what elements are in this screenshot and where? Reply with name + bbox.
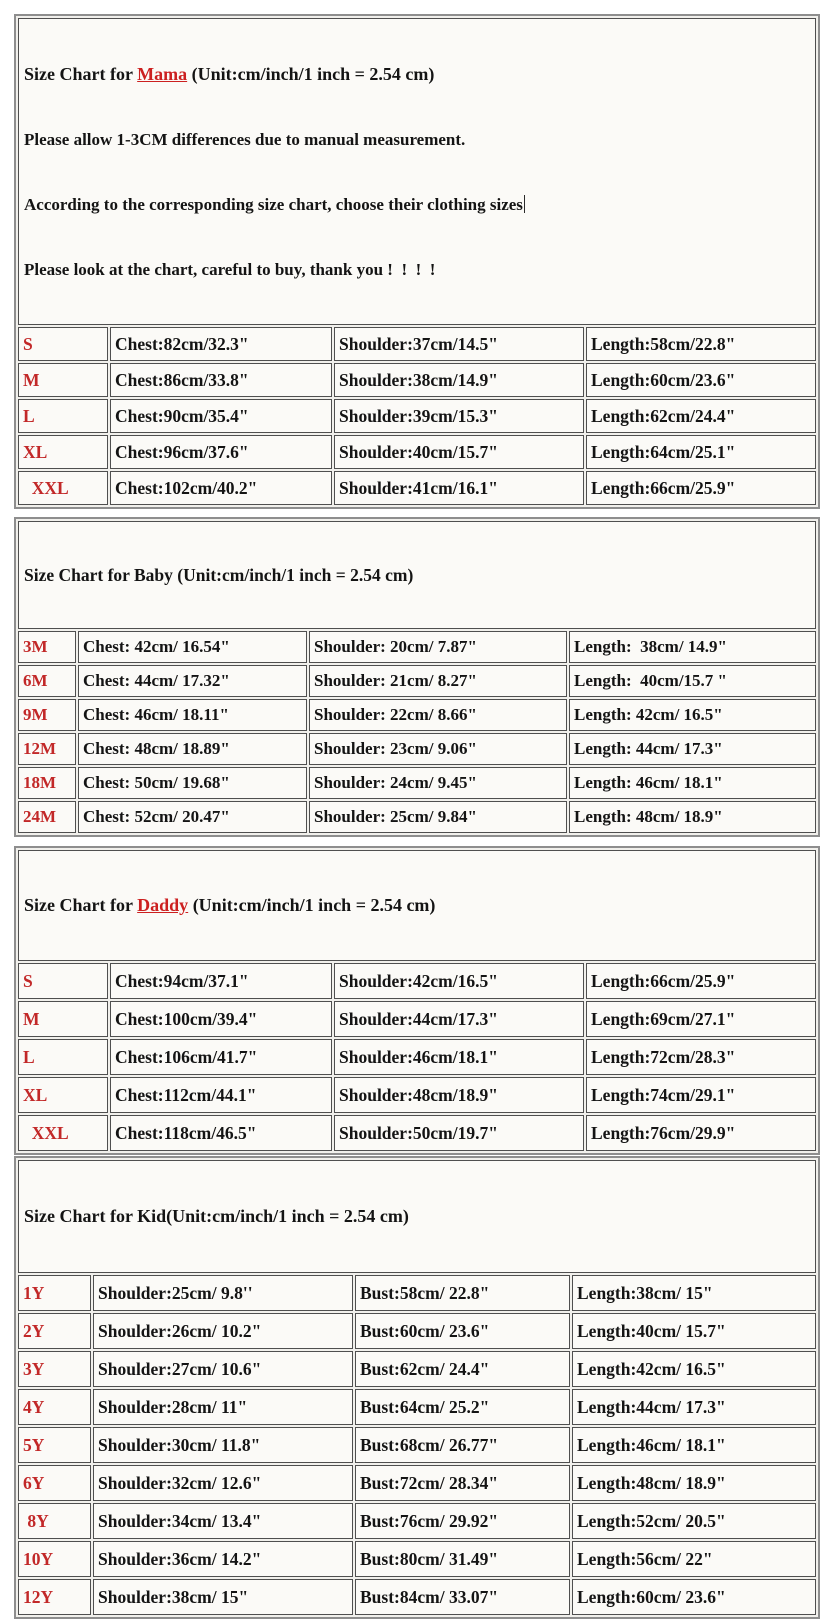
chest-cell: Chest: 52cm/ 20.47" xyxy=(78,801,307,833)
length-cell: Length:44cm/ 17.3" xyxy=(572,1389,816,1425)
shoulder-cell: Shoulder:27cm/ 10.6" xyxy=(93,1351,353,1387)
chest-cell: Chest:106cm/41.7" xyxy=(110,1039,332,1075)
chest-cell: Chest:86cm/33.8" xyxy=(110,363,332,397)
size-cell: S xyxy=(18,327,108,361)
length-cell: Length:40cm/ 15.7" xyxy=(572,1313,816,1349)
shoulder-cell: Shoulder:37cm/14.5" xyxy=(334,327,584,361)
size-chart-kid xyxy=(14,1156,820,1619)
length-cell: Length:62cm/24.4" xyxy=(586,399,816,433)
chest-cell: Chest: 50cm/ 19.68" xyxy=(78,767,307,799)
size-cell: 12M xyxy=(18,733,76,765)
table-row xyxy=(18,435,816,469)
table-row xyxy=(18,699,816,731)
size-cell: M xyxy=(18,363,108,397)
table-row xyxy=(18,733,816,765)
title-text: (Unit:cm/inch/1 inch = 2.54 cm) xyxy=(188,895,436,915)
table-row xyxy=(18,1427,816,1463)
size-cell: 8Y xyxy=(18,1503,91,1539)
shoulder-cell: Shoulder:25cm/ 9.8'' xyxy=(93,1275,353,1311)
size-cell: 2Y xyxy=(18,1313,91,1349)
note-line: Please look at the chart, careful to buy, thank you ! ! ! ! xyxy=(24,260,436,279)
size-cell: 9M xyxy=(18,699,76,731)
bust-cell: Bust:62cm/ 24.4" xyxy=(355,1351,570,1387)
title-text: Size Chart for Kid(Unit:cm/inch/1 inch = 2.54 cm) xyxy=(24,1206,409,1226)
title-text: Size Chart for xyxy=(24,895,138,915)
shoulder-cell: Shoulder: 25cm/ 9.84" xyxy=(309,801,567,833)
length-cell: Length:74cm/29.1" xyxy=(586,1077,816,1113)
table-row xyxy=(18,1275,816,1311)
size-cell: 24M xyxy=(18,801,76,833)
size-chart-baby xyxy=(14,517,820,837)
size-cell: L xyxy=(18,1039,108,1075)
length-cell: Length:60cm/ 23.6" xyxy=(572,1579,816,1615)
length-cell: Length: 44cm/ 17.3" xyxy=(569,733,816,765)
table-row xyxy=(18,1541,816,1577)
length-cell: Length: 46cm/ 18.1" xyxy=(569,767,816,799)
shoulder-cell: Shoulder:50cm/19.7" xyxy=(334,1115,584,1151)
chest-cell: Chest:102cm/40.2" xyxy=(110,471,332,505)
section-title-cell xyxy=(18,18,816,325)
table-row xyxy=(18,327,816,361)
size-chart-daddy xyxy=(14,846,820,1155)
bust-cell: Bust:72cm/ 28.34" xyxy=(355,1465,570,1501)
size-cell: L xyxy=(18,399,108,433)
shoulder-cell: Shoulder:39cm/15.3" xyxy=(334,399,584,433)
size-cell: 1Y xyxy=(18,1275,91,1311)
chest-cell: Chest:90cm/35.4" xyxy=(110,399,332,433)
table-row xyxy=(18,1001,816,1037)
chest-cell: Chest:118cm/46.5" xyxy=(110,1115,332,1151)
shoulder-cell: Shoulder:34cm/ 13.4" xyxy=(93,1503,353,1539)
length-cell: Length:76cm/29.9" xyxy=(586,1115,816,1151)
table-row xyxy=(18,1039,816,1075)
bust-cell: Bust:64cm/ 25.2" xyxy=(355,1389,570,1425)
shoulder-cell: Shoulder:38cm/14.9" xyxy=(334,363,584,397)
length-cell: Length:56cm/ 22" xyxy=(572,1541,816,1577)
table-row xyxy=(18,1465,816,1501)
table-row xyxy=(18,1389,816,1425)
daddy-link-text: Daddy xyxy=(137,895,189,915)
table-row xyxy=(18,665,816,697)
size-cell: 18M xyxy=(18,767,76,799)
shoulder-cell: Shoulder: 20cm/ 7.87" xyxy=(309,631,567,663)
size-cell: 4Y xyxy=(18,1389,91,1425)
note-line xyxy=(24,190,810,219)
chest-cell: Chest:94cm/37.1" xyxy=(110,963,332,999)
title-text: (Unit:cm/inch/1 inch = 2.54 cm) xyxy=(187,64,435,84)
length-cell: Length:66cm/25.9" xyxy=(586,963,816,999)
size-cell: XL xyxy=(18,435,108,469)
length-cell: Length: 48cm/ 18.9" xyxy=(569,801,816,833)
table-row xyxy=(18,801,816,833)
length-cell: Length:38cm/ 15" xyxy=(572,1275,816,1311)
chest-cell: Chest: 42cm/ 16.54" xyxy=(78,631,307,663)
section-header-row xyxy=(18,1160,816,1273)
size-cell: 3Y xyxy=(18,1351,91,1387)
shoulder-cell: Shoulder:44cm/17.3" xyxy=(334,1001,584,1037)
shoulder-cell: Shoulder:40cm/15.7" xyxy=(334,435,584,469)
title-text: Size Chart for Baby (Unit:cm/inch/1 inch = 2.54 cm) xyxy=(24,565,414,585)
table-row xyxy=(18,963,816,999)
shoulder-cell: Shoulder:30cm/ 11.8" xyxy=(93,1427,353,1463)
bust-cell: Bust:84cm/ 33.07" xyxy=(355,1579,570,1615)
size-cell: S xyxy=(18,963,108,999)
bust-cell: Bust:80cm/ 31.49" xyxy=(355,1541,570,1577)
section-header-row xyxy=(18,18,816,325)
length-cell: Length:58cm/22.8" xyxy=(586,327,816,361)
table-row xyxy=(18,767,816,799)
note-line: Please allow 1-3CM differences due to manual measurement. xyxy=(24,130,466,149)
table-row xyxy=(18,1313,816,1349)
bust-cell: Bust:76cm/ 29.92" xyxy=(355,1503,570,1539)
size-cell: XXL xyxy=(18,471,108,505)
shoulder-cell: Shoulder:41cm/16.1" xyxy=(334,471,584,505)
shoulder-cell: Shoulder:36cm/ 14.2" xyxy=(93,1541,353,1577)
length-cell: Length:46cm/ 18.1" xyxy=(572,1427,816,1463)
section-title xyxy=(24,1201,810,1232)
section-title-cell xyxy=(18,850,816,961)
text-cursor xyxy=(524,195,525,213)
size-cell: 6Y xyxy=(18,1465,91,1501)
note-text: According to the corresponding size chart, choose their clothing sizes xyxy=(24,195,523,214)
table-row xyxy=(18,1351,816,1387)
size-cell: XXL xyxy=(18,1115,108,1151)
bust-cell: Bust:58cm/ 22.8" xyxy=(355,1275,570,1311)
chest-cell: Chest:100cm/39.4" xyxy=(110,1001,332,1037)
size-cell: 6M xyxy=(18,665,76,697)
shoulder-cell: Shoulder: 24cm/ 9.45" xyxy=(309,767,567,799)
chest-cell: Chest: 48cm/ 18.89" xyxy=(78,733,307,765)
table-row xyxy=(18,1579,816,1615)
chest-cell: Chest:96cm/37.6" xyxy=(110,435,332,469)
section-title-cell xyxy=(18,521,816,629)
section-title-cell xyxy=(18,1160,816,1273)
length-cell: Length: 40cm/15.7 " xyxy=(569,665,816,697)
title-text: Size Chart for xyxy=(24,64,138,84)
length-cell: Length:60cm/23.6" xyxy=(586,363,816,397)
length-cell: Length: 42cm/ 16.5" xyxy=(569,699,816,731)
chest-cell: Chest:82cm/32.3" xyxy=(110,327,332,361)
shoulder-cell: Shoulder:38cm/ 15" xyxy=(93,1579,353,1615)
section-header-row xyxy=(18,521,816,629)
bust-cell: Bust:68cm/ 26.77" xyxy=(355,1427,570,1463)
length-cell: Length:69cm/27.1" xyxy=(586,1001,816,1037)
table-row xyxy=(18,363,816,397)
length-cell: Length:48cm/ 18.9" xyxy=(572,1465,816,1501)
chest-cell: Chest:112cm/44.1" xyxy=(110,1077,332,1113)
length-cell: Length:42cm/ 16.5" xyxy=(572,1351,816,1387)
shoulder-cell: Shoulder:46cm/18.1" xyxy=(334,1039,584,1075)
section-header-row xyxy=(18,850,816,961)
size-cell: 5Y xyxy=(18,1427,91,1463)
shoulder-cell: Shoulder:32cm/ 12.6" xyxy=(93,1465,353,1501)
shoulder-cell: Shoulder:26cm/ 10.2" xyxy=(93,1313,353,1349)
shoulder-cell: Shoulder: 23cm/ 9.06" xyxy=(309,733,567,765)
length-cell: Length: 38cm/ 14.9" xyxy=(569,631,816,663)
table-row xyxy=(18,631,816,663)
chest-cell: Chest: 44cm/ 17.32" xyxy=(78,665,307,697)
size-cell: 12Y xyxy=(18,1579,91,1615)
shoulder-cell: Shoulder:42cm/16.5" xyxy=(334,963,584,999)
size-chart-mama xyxy=(14,14,820,509)
table-row xyxy=(18,1077,816,1113)
length-cell: Length:66cm/25.9" xyxy=(586,471,816,505)
shoulder-cell: Shoulder:48cm/18.9" xyxy=(334,1077,584,1113)
table-row xyxy=(18,1115,816,1151)
section-title xyxy=(24,891,810,920)
mama-link-text: Mama xyxy=(137,64,188,84)
size-cell: 10Y xyxy=(18,1541,91,1577)
shoulder-cell: Shoulder: 22cm/ 8.66" xyxy=(309,699,567,731)
table-row xyxy=(18,471,816,505)
section-title xyxy=(24,60,810,89)
section-title xyxy=(24,562,810,588)
chest-cell: Chest: 46cm/ 18.11" xyxy=(78,699,307,731)
length-cell: Length:64cm/25.1" xyxy=(586,435,816,469)
length-cell: Length:72cm/28.3" xyxy=(586,1039,816,1075)
bust-cell: Bust:60cm/ 23.6" xyxy=(355,1313,570,1349)
shoulder-cell: Shoulder:28cm/ 11" xyxy=(93,1389,353,1425)
table-row xyxy=(18,399,816,433)
length-cell: Length:52cm/ 20.5" xyxy=(572,1503,816,1539)
size-cell: XL xyxy=(18,1077,108,1113)
shoulder-cell: Shoulder: 21cm/ 8.27" xyxy=(309,665,567,697)
table-row xyxy=(18,1503,816,1539)
size-cell: 3M xyxy=(18,631,76,663)
size-cell: M xyxy=(18,1001,108,1037)
